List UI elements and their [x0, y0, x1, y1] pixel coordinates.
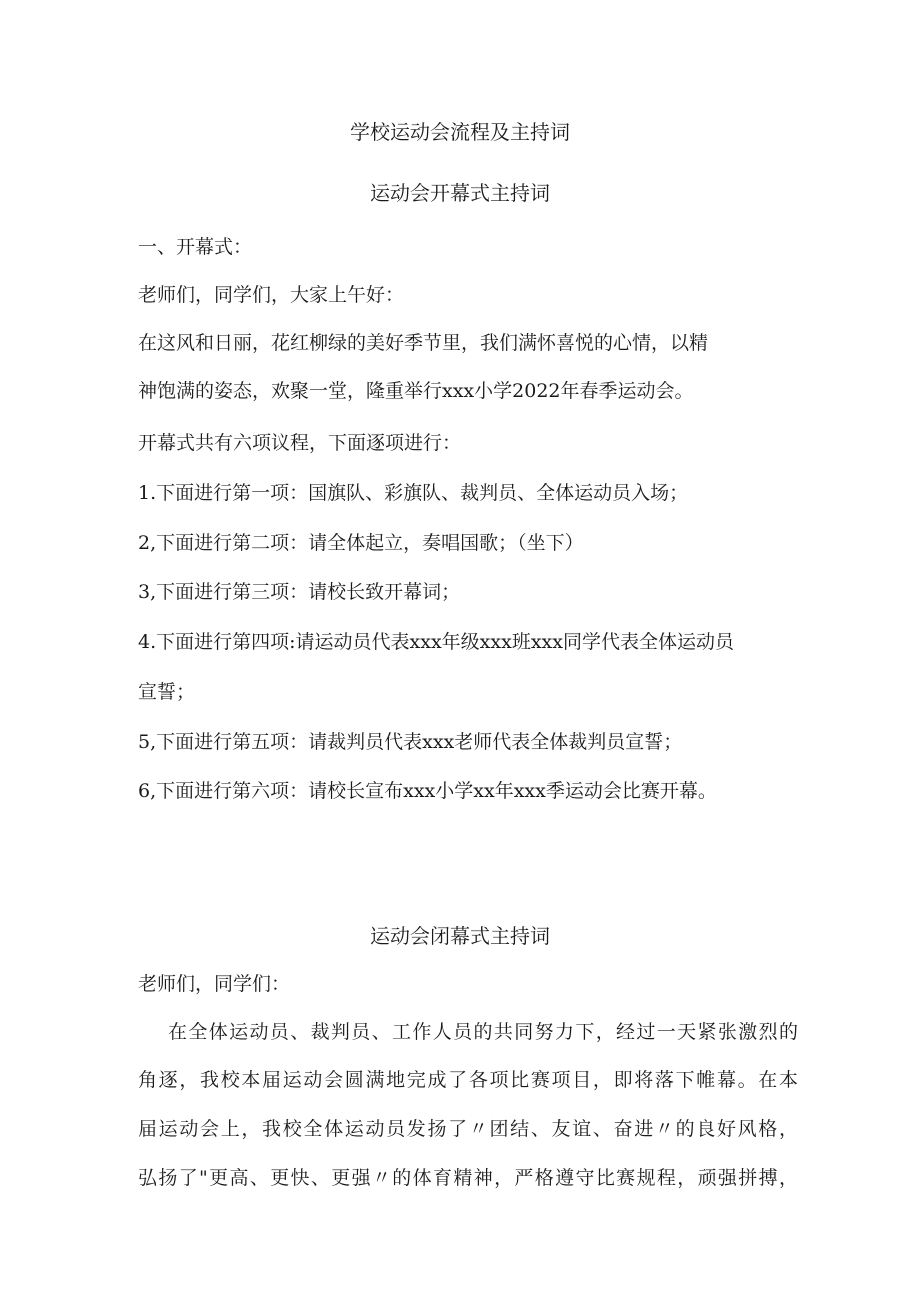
agenda-item-1: 1.下面进行第一项：国旗队、彩旗队、裁判员、全体运动员入场； [138, 482, 689, 504]
opening-heading: 运动会开幕式主持词 [370, 181, 550, 205]
document-title: 学校运动会流程及主持词 [350, 120, 570, 144]
closing-paragraph-line-2: 角逐，我校本届运动会圆满地完成了各项比赛项目，即将落下帷幕。在本 [138, 1069, 798, 1091]
agenda-item-3: 3,下面进行第三项：请校长致开幕词； [138, 581, 461, 603]
closing-heading: 运动会闭幕式主持词 [370, 924, 550, 948]
closing-paragraph-line-1: 在全体运动员、裁判员、工作人员的共同努力下，经过一天紧张激烈的 [168, 1021, 798, 1043]
closing-paragraph-line-4: 弘扬了"更高、更快、更强〃的体育精神，严格遵守比赛规程，顽强拼搏， [138, 1167, 798, 1189]
closing-paragraph-line-3: 届运动会上，我校全体运动员发扬了〃团结、友谊、奋进〃的良好风格， [138, 1118, 798, 1140]
agenda-intro: 开幕式共有六项议程，下面逐项进行： [138, 432, 462, 454]
opening-intro-line-1: 在这风和日丽，花红柳绿的美好季节里，我们满怀喜悦的心情，以精 [138, 332, 709, 354]
agenda-item-2: 2,下面进行第二项：请全体起立，奏唱国歌；（坐下） [138, 532, 584, 554]
agenda-item-4: 4.下面进行第四项:请运动员代表xxx年级xxx班xxx同学代表全体运动员 [138, 631, 734, 653]
agenda-item-5: 5,下面进行第五项：请裁判员代表xxx老师代表全体裁判员宣誓； [138, 731, 683, 753]
closing-greeting: 老师们，同学们： [138, 973, 291, 995]
agenda-item-4-continued: 宣誓； [138, 681, 196, 703]
opening-section-label: 一、开幕式： [138, 236, 253, 258]
opening-greeting: 老师们，同学们，大家上午好： [138, 284, 405, 306]
opening-intro-line-2: 神饱满的姿态，欢聚一堂，隆重举行xxx小学2022年春季运动会。 [138, 380, 694, 402]
agenda-item-6: 6,下面进行第六项：请校长宣布xxx小学xx年xxx季运动会比赛开幕。 [138, 780, 717, 802]
